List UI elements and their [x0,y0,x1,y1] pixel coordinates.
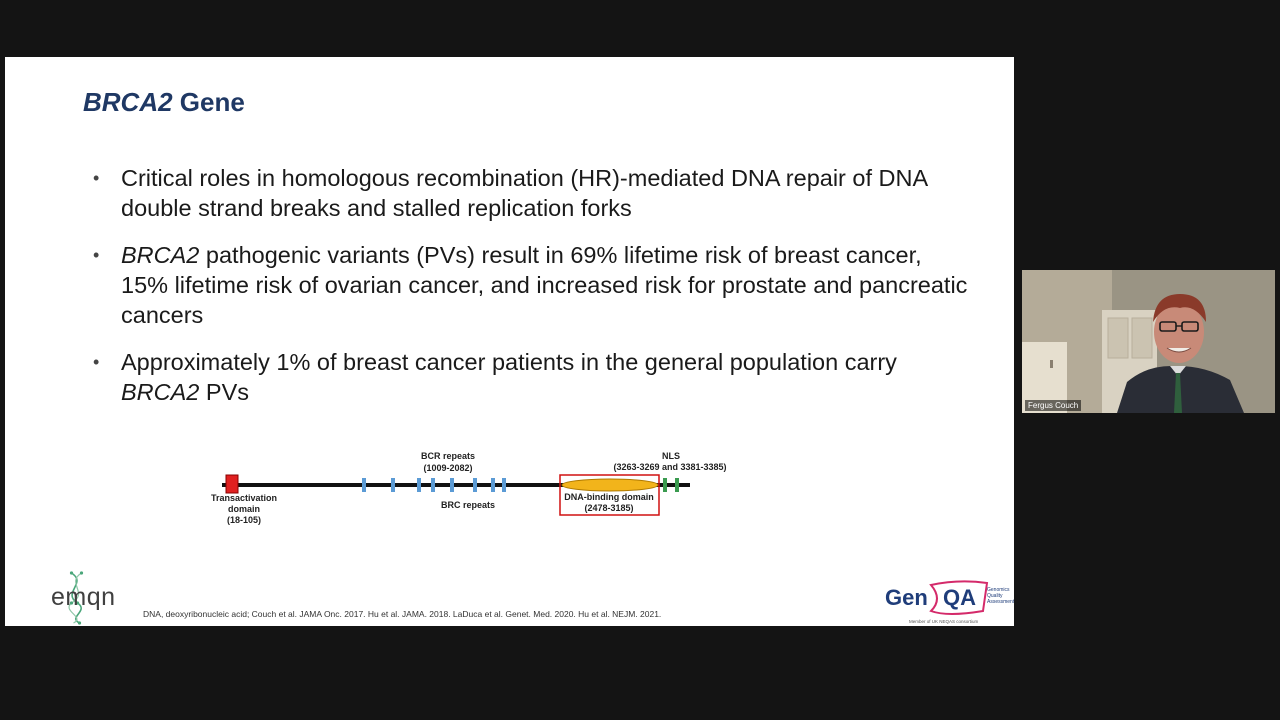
bullet-3-end: PVs [199,379,250,405]
bullet-3-text: Approximately 1% of breast cancer patients in the general population carry [121,349,897,375]
genqa-tagline-2: Quality [987,593,1003,599]
nls-range: (3263-3269 and 3381-3385) [613,462,727,472]
bullet-item-1 [93,163,973,223]
dna-binding-domain-shape [562,479,658,491]
nls-motif [675,478,679,492]
bullet-3-gene: BRCA2 [121,379,200,405]
brc-repeat [431,478,435,492]
transactivation-sub-label: domain [227,504,261,514]
participant-video-feed [1022,270,1275,413]
presentation-slide [5,57,1014,626]
bcr-repeats-range: (1009-2082) [423,463,473,473]
genqa-tagline-3: Assessment [987,599,1015,605]
genqa-tagline-1: Genomics [987,587,1010,593]
genqa-logo-qa: QA [943,585,976,610]
dna-binding-domain-label: DNA-binding domain [564,492,654,502]
brc-repeat [362,478,366,492]
bullet-2-text: pathogenic variants (PVs) result in 69% lifetime risk of breast cancer, 15% lifetime risk of ovarian cancer, and increased risk for prostate and pancreatic cancers [121,242,968,328]
genqa-logo-gen: Gen [885,585,928,610]
bullet-dot: • [93,352,100,372]
genqa-member-text: Member of UK NEQAS consortium [909,619,979,624]
bullet-2-gene: BRCA2 [121,242,200,268]
brc-repeat [502,478,506,492]
bullet-item-3 [93,347,973,407]
bullet-dot: • [93,168,100,188]
genqa-logo [883,577,1015,625]
emqn-logo-text: emqn [51,583,116,611]
brc-repeat [491,478,495,492]
bullet-list [93,163,973,424]
brc-repeat [417,478,421,492]
nls-label: NLS [662,451,680,461]
slide-title [83,87,245,118]
bcr-repeats-label: BCR repeats [420,451,476,461]
slide-title-rest: Gene [172,87,245,117]
nls-motif [663,478,667,492]
brca2-domain-diagram [200,442,740,532]
slide-footnote: DNA, deoxyribonucleic acid; Couch et al. JAMA Onc. 2017. Hu et al. JAMA. 2018. LaDuca et al. Genet. Med. 2020. Hu et al. NEJM. 2021. [143,609,662,619]
transactivation-label: Transactivation [210,493,278,503]
brc-repeats-label: BRC repeats [440,500,496,510]
bullet-dot: • [93,245,100,265]
brc-repeat [391,478,395,492]
transactivation-domain [226,475,238,493]
slide-title-gene: BRCA2 [83,87,173,117]
participant-video-tile[interactable] [1022,270,1275,413]
participant-name-label: Fergus Couch [1025,400,1081,411]
bullet-1-text: Critical roles in homologous recombination (HR)-mediated DNA repair of DNA double strand breaks and stalled replication forks [121,165,927,221]
bullet-item-2 [93,240,973,330]
brc-repeat [450,478,454,492]
dna-binding-domain-range: (2478-3185) [584,503,634,513]
transactivation-range: (18-105) [226,515,262,525]
brc-repeat [473,478,477,492]
